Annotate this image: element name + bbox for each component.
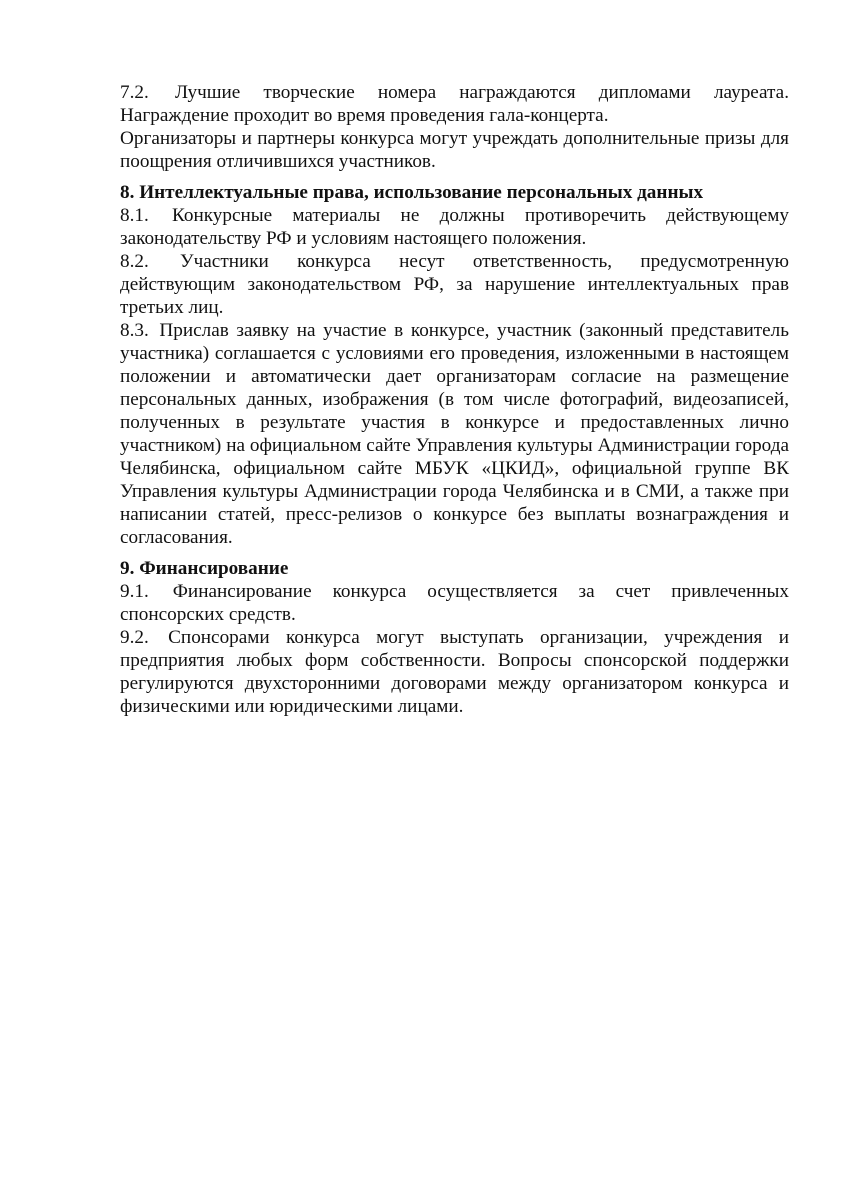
document-body — [120, 81, 789, 718]
paragraph-8-2 — [120, 250, 789, 319]
paragraph-number: 9.1. — [120, 581, 149, 602]
paragraph-9-1 — [120, 580, 789, 626]
paragraph-text: Финансирование конкурса осуществляется за счет привлеченных спонсорских средств. — [120, 581, 789, 625]
paragraph-organizers-prizes — [120, 127, 789, 173]
paragraph-number: 8.1. — [120, 205, 149, 226]
paragraph-8-3 — [120, 319, 789, 549]
paragraph-7-2 — [120, 81, 789, 127]
paragraph-text: Лучшие творческие номера награждаются дипломами лауреата. Награждение проходит во время проведения гала-концерта. — [120, 82, 789, 126]
paragraph-number: 7.2. — [120, 82, 149, 103]
paragraph-text: Организаторы и партнеры конкурса могут учреждать дополнительные призы для поощрения отличившихся участников. — [120, 128, 789, 172]
section-9-heading: 9. Финансирование — [120, 558, 289, 579]
paragraph-number: 8.2. — [120, 251, 149, 272]
paragraph-text: Прислав заявку на участие в конкурсе, участник (законный представитель участника) соглашается с условиями его проведения, изложенными в настоящем положении и автоматически дает организаторам согласие на размещение персональных данных, изображения (в том числе фотографий, видеозаписей, полученных в результате участия в конкурсе и предоставленных лично участником) на официальном сайте Управления культуры Администрации города Челябинска, официальном сайте МБУК «ЦКИД», официальной группе ВК Управления культуры Администрации города Челябинска и в СМИ, а также при написании статей, пресс-релизов о конкурсе без выплаты вознаграждения и согласования. — [120, 320, 789, 548]
paragraph-number: 8.3. — [120, 320, 149, 341]
paragraph-text: Конкурсные материалы не должны противоречить действующему законодательству РФ и условиям настоящего положения. — [120, 205, 789, 249]
paragraph-9-2 — [120, 626, 789, 718]
section-8-heading: 8. Интеллектуальные права, использование персональных данных — [120, 182, 704, 203]
paragraph-text: Участники конкурса несут ответственность, предусмотренную действующим законодательством РФ, за нарушение интеллектуальных прав третьих лиц. — [120, 251, 790, 318]
paragraph-text: Спонсорами конкурса могут выступать организации, учреждения и предприятия любых форм собственности. Вопросы спонсорской поддержки регулируются двухсторонними договорами между организатором конкурса и физическими или юридическими лицами. — [120, 627, 789, 717]
paragraph-number: 9.2. — [120, 627, 149, 648]
paragraph-8-1 — [120, 204, 789, 250]
